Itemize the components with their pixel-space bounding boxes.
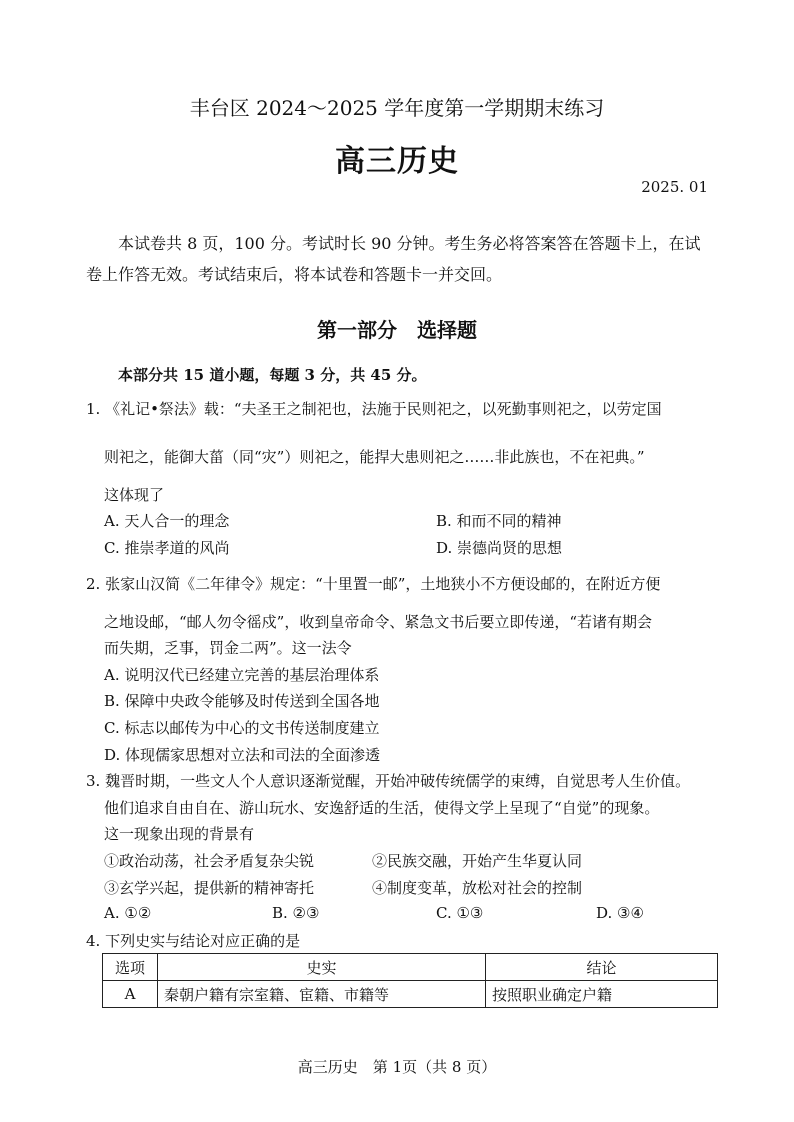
row-conclusion: 按照职业确定户籍 (486, 981, 718, 1008)
header-conclusion: 结论 (486, 954, 718, 981)
exam-date: 2025. 01 (641, 178, 708, 196)
exam-title: 丰台区 2024～2025 学年度第一学期期末练习 (189, 96, 605, 120)
q3-item-3: ③玄学兴起，提供新的精神寄托 (104, 879, 315, 897)
q1-line-3: 这体现了 (104, 486, 165, 504)
q2-option-d: D. 体现儒家思想对立法和司法的全面渗透 (104, 746, 381, 764)
q2-option-c: C. 标志以邮传为中心的文书传送制度建立 (104, 719, 380, 737)
q2-option-b: B. 保障中央政令能够及时传送到全国各地 (104, 692, 380, 710)
q1-option-a: A. 天人合一的理念 (104, 512, 230, 530)
q3-option-d: D. ③④ (596, 904, 644, 922)
q2-line-3: 而失期，乏事，罚金二两”。这一法令 (104, 639, 352, 657)
instructions-line-2: 卷上作答无效。考试结束后，将本试卷和答题卡一并交回。 (86, 265, 503, 284)
q1-line-1: 1. 《礼记•祭法》载：“夫圣王之制祀也，法施于民则祀之，以死勤事则祀之，以劳定国 (86, 400, 662, 418)
q3-line-3: 这一现象出现的背景有 (104, 825, 255, 843)
q3-item-1: ①政治动荡，社会矛盾复杂尖锐 (104, 852, 315, 870)
q3-option-c: C. ①③ (436, 904, 484, 922)
header-fact: 史实 (158, 954, 486, 981)
q2-option-a: A. 说明汉代已经建立完善的基层治理体系 (104, 666, 380, 684)
q1-option-b: B. 和而不同的精神 (436, 512, 562, 530)
q4-stem: 4. 下列史实与结论对应正确的是 (86, 932, 301, 950)
q1-option-d: D. 崇德尚贤的思想 (436, 539, 563, 557)
q3-item-2: ②民族交融，开始产生华夏认同 (372, 852, 583, 870)
table-header-row (103, 954, 718, 981)
instructions-line-1: 本试卷共 8 页，100 分。考试时长 90 分钟。考生务必将答案答在答题卡上，在试 (118, 234, 701, 253)
q2-line-1: 2. 张家山汉简《二年律令》规定：“十里置一邮”，土地狭小不方便设邮的，在附近方便 (86, 575, 661, 593)
q3-option-b: B. ②③ (272, 904, 320, 922)
q1-option-c: C. 推崇孝道的风尚 (104, 539, 230, 557)
header-option: 选项 (103, 954, 158, 981)
q3-option-a: A. ①② (104, 904, 152, 922)
q3-line-2: 他们追求自由自在、游山玩水、安逸舒适的生活，使得文学上呈现了“自觉”的现象。 (104, 799, 660, 817)
q3-item-4: ④制度变革，放松对社会的控制 (372, 879, 583, 897)
row-fact: 秦朝户籍有宗室籍、宦籍、市籍等 (158, 981, 486, 1008)
subject-title: 高三历史 (335, 144, 459, 179)
q2-line-2: 之地设邮，“邮人勿令徭戍”，收到皇帝命令、紧急文书后要立即传递，“若诸有期会 (104, 613, 653, 631)
page-footer: 高三历史 第 1页（共 8 页） (297, 1058, 497, 1076)
section-title: 第一部分 选择题 (317, 318, 477, 342)
q4-table (102, 953, 718, 1008)
table-row (103, 981, 718, 1008)
q3-line-1: 3. 魏晋时期，一些文人个人意识逐渐觉醒，开始冲破传统儒学的束缚，自觉思考人生价值。 (86, 772, 691, 790)
row-option: A (103, 981, 158, 1008)
q1-line-2: 则祀之，能御大菑（同“灾”）则祀之，能捍大患则祀之……非此族也，不在祀典。” (104, 448, 645, 466)
section-note: 本部分共 15 道小题，每题 3 分，共 45 分。 (118, 366, 427, 384)
